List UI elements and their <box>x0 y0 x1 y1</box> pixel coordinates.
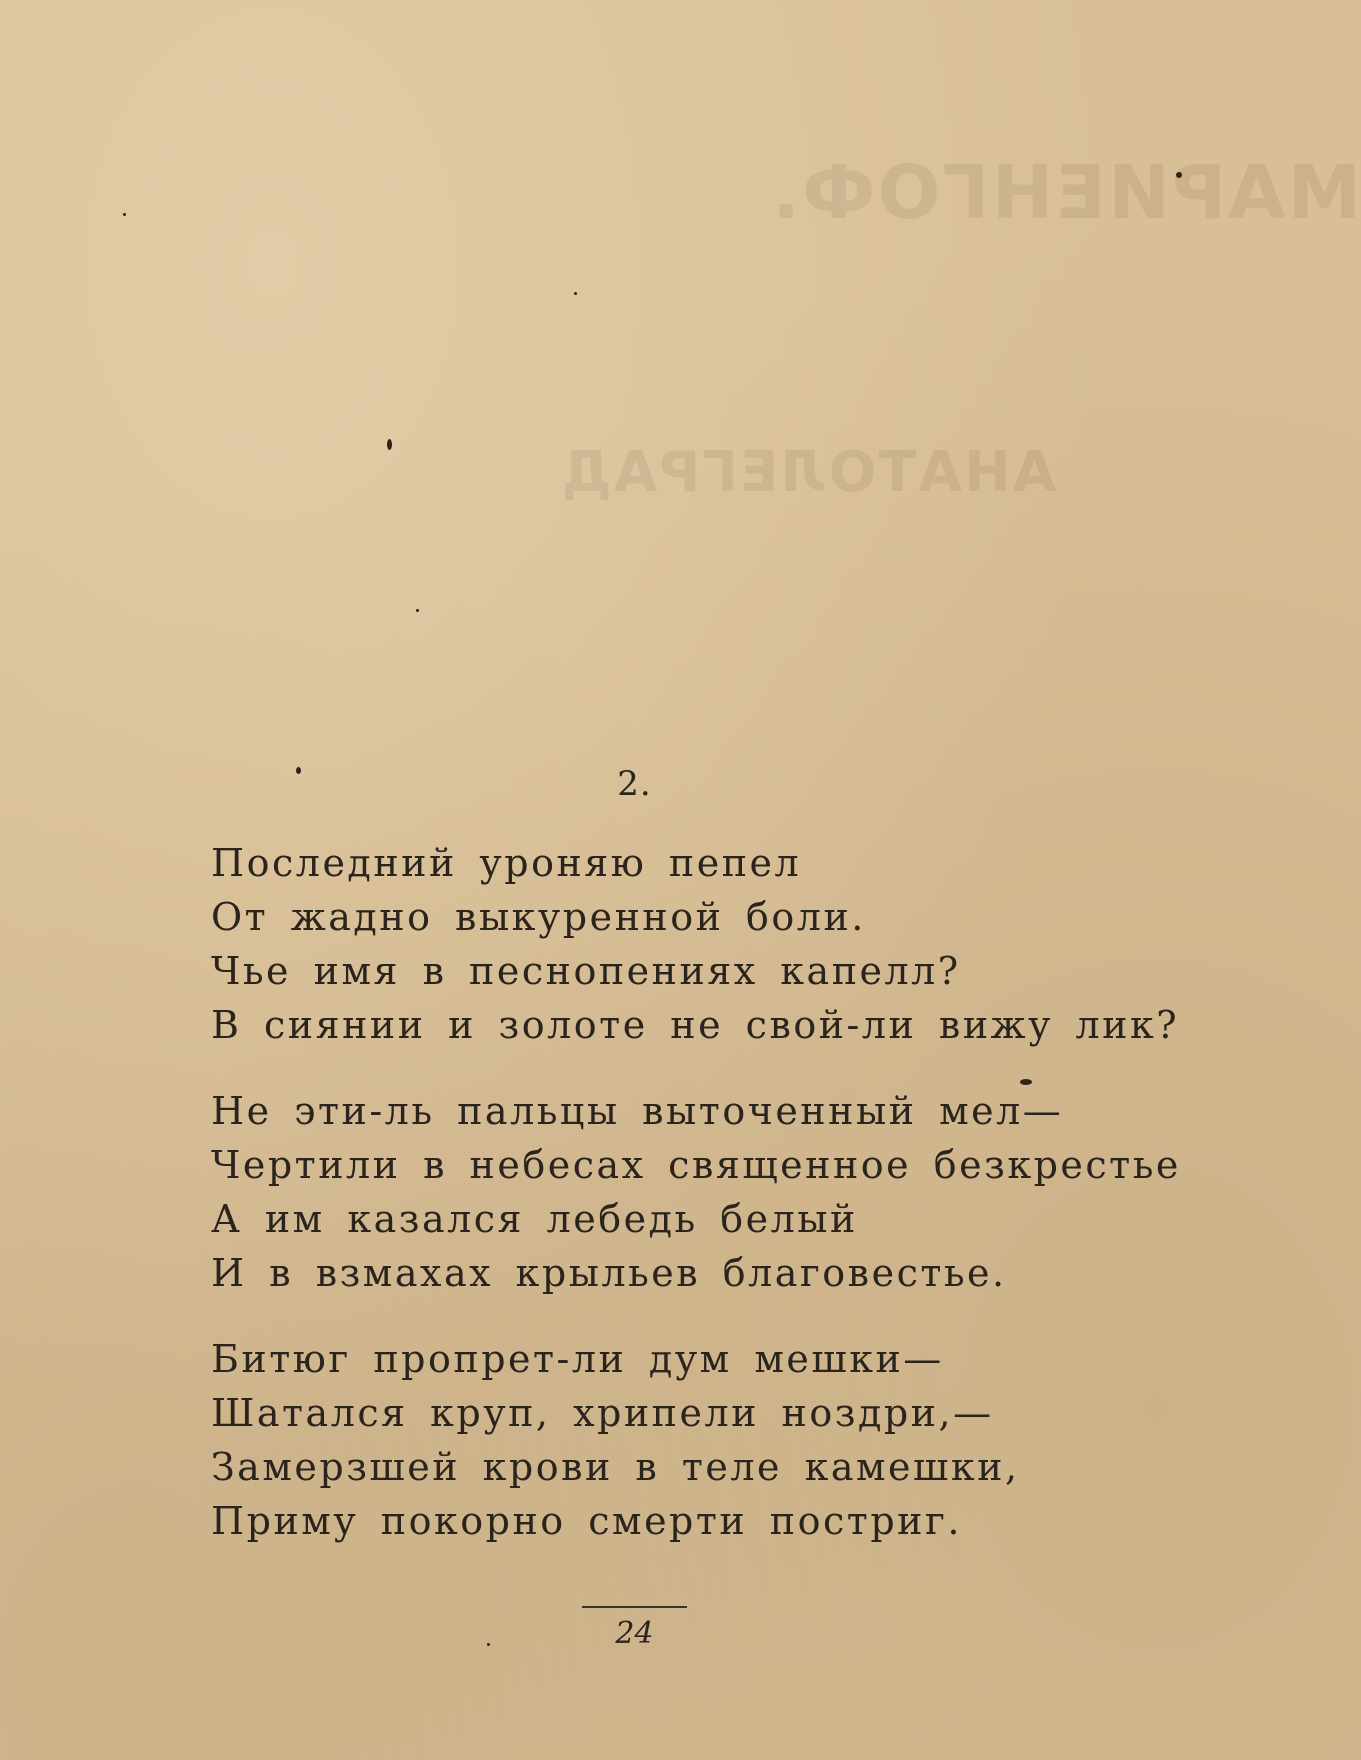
poem-line: Битюг пропрет-ли дум мешки— <box>211 1337 944 1381</box>
paper-speck <box>296 767 301 774</box>
page-number-rule <box>582 1606 687 1608</box>
poem-line: Чертили в небесах священное безкрестье <box>211 1143 1181 1187</box>
paper-speck <box>123 213 126 216</box>
page-number: 24 <box>615 1616 654 1651</box>
poem-line: Чье имя в песнопениях капелл? <box>211 949 961 993</box>
poem-line: Последний уроняю пепел <box>211 841 802 885</box>
poem-line: Приму покорно смерти постриг. <box>211 1499 962 1543</box>
poem-line: Шатался круп, хрипели ноздри,— <box>211 1391 994 1435</box>
paper-speck <box>387 439 392 450</box>
poem-line: А им казался лебедь белый <box>211 1197 858 1241</box>
stanza-2 <box>211 1084 1251 1300</box>
section-number: 2. <box>617 764 652 804</box>
show-through-heading: МАРИЕНГОФ. <box>770 150 1361 236</box>
poem-line: В сиянии и золоте не свой-ли вижу лик? <box>211 1003 1180 1047</box>
paper-speck <box>1176 172 1182 178</box>
poem-line: И в взмахах крыльев благовестье. <box>211 1251 1007 1295</box>
poem <box>211 836 1251 1580</box>
show-through-subheading: АНАТОЛЕГРАД <box>560 440 1057 505</box>
paper-speck <box>487 1643 490 1646</box>
poem-line: От жадно выкуренной боли. <box>211 895 866 939</box>
poem-line: Замерзшей крови в теле камешки, <box>211 1445 1020 1489</box>
stanza-3 <box>211 1332 1251 1548</box>
paper-speck <box>574 292 577 295</box>
stanza-1 <box>211 836 1251 1052</box>
poem-line: Не эти-ль пальцы выточенный мел— <box>211 1089 1064 1133</box>
paper-speck <box>416 609 419 612</box>
paper-speck <box>1020 1079 1032 1085</box>
